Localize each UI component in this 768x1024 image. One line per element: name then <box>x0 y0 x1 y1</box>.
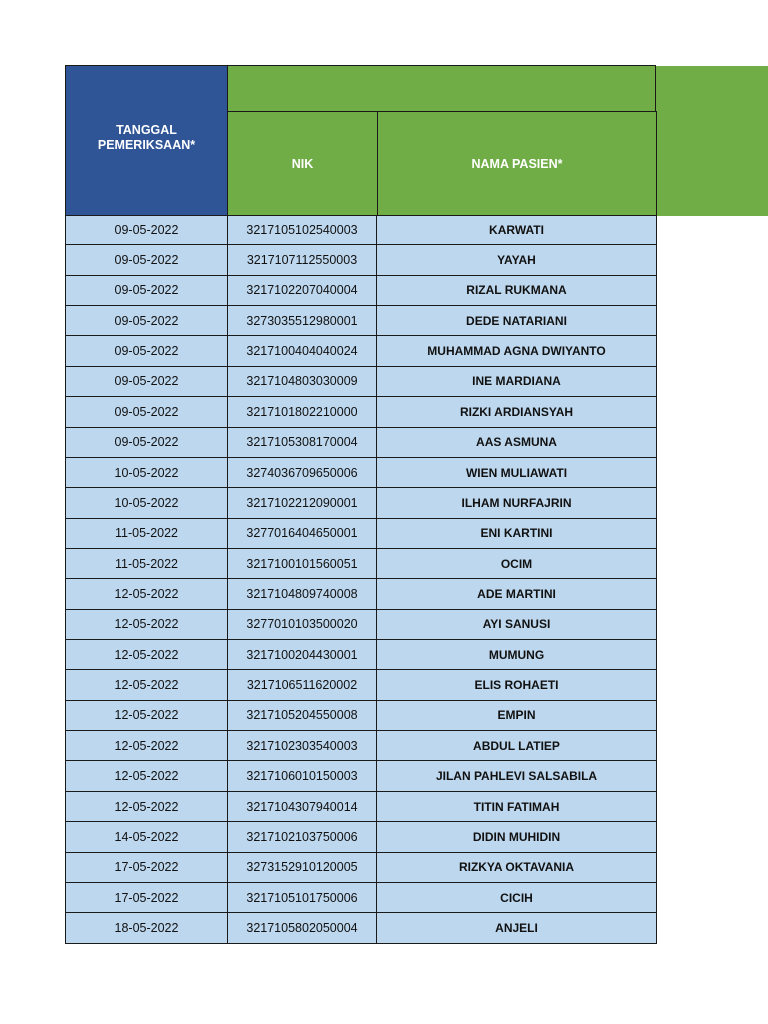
cell-nik[interactable]: 3217104809740008 <box>227 578 377 609</box>
cell-nik[interactable]: 3217102303540003 <box>227 730 377 761</box>
cell-tanggal[interactable]: 12-05-2022 <box>65 669 228 700</box>
cell-tanggal[interactable]: 10-05-2022 <box>65 487 228 518</box>
cell-nama-pasien[interactable]: INE MARDIANA <box>376 366 657 397</box>
cell-tanggal[interactable]: 10-05-2022 <box>65 457 228 488</box>
cell-nik[interactable]: 3217102212090001 <box>227 487 377 518</box>
cell-tanggal[interactable]: 17-05-2022 <box>65 882 228 913</box>
table-row <box>65 458 657 488</box>
header-tanggal-pemeriksaan[interactable] <box>65 65 228 216</box>
table-row <box>65 549 657 579</box>
table-row <box>65 306 657 336</box>
table-row <box>65 610 657 640</box>
cell-nama-pasien[interactable]: AAS ASMUNA <box>376 427 657 458</box>
cell-tanggal[interactable]: 12-05-2022 <box>65 730 228 761</box>
table-row <box>65 822 657 852</box>
table-row <box>65 367 657 397</box>
cell-nama-pasien[interactable]: ENI KARTINI <box>376 518 657 549</box>
table-row <box>65 701 657 731</box>
table-row <box>65 761 657 791</box>
patient-table-body <box>65 215 657 944</box>
cell-nik[interactable]: 3217102103750006 <box>227 821 377 852</box>
cell-tanggal[interactable]: 09-05-2022 <box>65 244 228 275</box>
table-row <box>65 488 657 518</box>
cell-nik[interactable]: 3277016404650001 <box>227 518 377 549</box>
cell-nama-pasien[interactable]: MUMUNG <box>376 639 657 670</box>
table-row <box>65 792 657 822</box>
header-nik-label: NIK <box>291 156 314 171</box>
cell-tanggal[interactable]: 09-05-2022 <box>65 305 228 336</box>
cell-nama-pasien[interactable]: JILAN PAHLEVI SALSABILA <box>376 760 657 791</box>
cell-nik[interactable]: 3217104307940014 <box>227 791 377 822</box>
cell-tanggal[interactable]: 11-05-2022 <box>65 548 228 579</box>
cell-nik[interactable]: 3217106511620002 <box>227 669 377 700</box>
cell-nik[interactable]: 3217105204550008 <box>227 700 377 731</box>
cell-nik[interactable]: 3277010103500020 <box>227 609 377 640</box>
cell-nama-pasien[interactable]: TITIN FATIMAH <box>376 791 657 822</box>
cell-nama-pasien[interactable]: WIEN MULIAWATI <box>376 457 657 488</box>
cell-nik[interactable]: 3217104803030009 <box>227 366 377 397</box>
table-row <box>65 519 657 549</box>
cell-tanggal[interactable]: 12-05-2022 <box>65 609 228 640</box>
cell-tanggal[interactable]: 09-05-2022 <box>65 335 228 366</box>
cell-nik[interactable]: 3217105101750006 <box>227 882 377 913</box>
header-nama-label: NAMA PASIEN* <box>471 156 563 171</box>
cell-nik[interactable]: 3217107112550003 <box>227 244 377 275</box>
cell-nik[interactable]: 3217101802210000 <box>227 396 377 427</box>
cell-nik[interactable]: 3217105102540003 <box>227 215 377 245</box>
table-row <box>65 428 657 458</box>
cell-tanggal[interactable]: 09-05-2022 <box>65 396 228 427</box>
cell-nama-pasien[interactable]: OCIM <box>376 548 657 579</box>
cell-nik[interactable]: 3217100204430001 <box>227 639 377 670</box>
cell-nik[interactable]: 3274036709650006 <box>227 457 377 488</box>
cell-tanggal[interactable]: 12-05-2022 <box>65 639 228 670</box>
cell-nama-pasien[interactable]: KARWATI <box>376 215 657 245</box>
cell-nik[interactable]: 3273035512980001 <box>227 305 377 336</box>
table-row <box>65 731 657 761</box>
table-row <box>65 397 657 427</box>
cell-nama-pasien[interactable]: MUHAMMAD AGNA DWIYANTO <box>376 335 657 366</box>
cell-nik[interactable]: 3217105802050004 <box>227 912 377 943</box>
table-row <box>65 913 657 943</box>
cell-nama-pasien[interactable]: EMPIN <box>376 700 657 731</box>
cell-nama-pasien[interactable]: ILHAM NURFAJRIN <box>376 487 657 518</box>
table-row <box>65 276 657 306</box>
cell-nama-pasien[interactable]: ELIS ROHAETI <box>376 669 657 700</box>
table-row <box>65 853 657 883</box>
table-row <box>65 579 657 609</box>
cell-nik[interactable]: 3217102207040004 <box>227 275 377 306</box>
cell-nama-pasien[interactable]: DEDE NATARIANI <box>376 305 657 336</box>
cell-tanggal[interactable]: 09-05-2022 <box>65 275 228 306</box>
cell-tanggal[interactable]: 09-05-2022 <box>65 427 228 458</box>
header-green-fill <box>656 66 768 216</box>
table-row <box>65 336 657 366</box>
cell-tanggal[interactable]: 12-05-2022 <box>65 760 228 791</box>
table-row <box>65 670 657 700</box>
cell-nama-pasien[interactable]: RIZAL RUKMANA <box>376 275 657 306</box>
header-tanggal-label: TANGGAL PEMERIKSAAN* <box>97 122 196 152</box>
cell-tanggal[interactable]: 14-05-2022 <box>65 821 228 852</box>
cell-nama-pasien[interactable]: ABDUL LATIEP <box>376 730 657 761</box>
cell-nik[interactable]: 3217100404040024 <box>227 335 377 366</box>
cell-tanggal[interactable]: 17-05-2022 <box>65 852 228 883</box>
cell-nama-pasien[interactable]: DIDIN MUHIDIN <box>376 821 657 852</box>
header-merged-green-cell[interactable] <box>228 65 656 112</box>
cell-tanggal[interactable]: 12-05-2022 <box>65 578 228 609</box>
cell-nama-pasien[interactable]: CICIH <box>376 882 657 913</box>
table-row <box>65 883 657 913</box>
cell-nama-pasien[interactable]: AYI SANUSI <box>376 609 657 640</box>
cell-nama-pasien[interactable]: RIZKI ARDIANSYAH <box>376 396 657 427</box>
cell-nik[interactable]: 3273152910120005 <box>227 852 377 883</box>
cell-nik[interactable]: 3217105308170004 <box>227 427 377 458</box>
cell-tanggal[interactable]: 12-05-2022 <box>65 700 228 731</box>
cell-nik[interactable]: 3217106010150003 <box>227 760 377 791</box>
cell-nama-pasien[interactable]: ADE MARTINI <box>376 578 657 609</box>
cell-nik[interactable]: 3217100101560051 <box>227 548 377 579</box>
cell-tanggal[interactable]: 09-05-2022 <box>65 366 228 397</box>
cell-nama-pasien[interactable]: YAYAH <box>376 244 657 275</box>
cell-tanggal[interactable]: 11-05-2022 <box>65 518 228 549</box>
header-nik[interactable] <box>227 111 378 216</box>
cell-tanggal[interactable]: 09-05-2022 <box>65 215 228 245</box>
header-nama-pasien[interactable] <box>377 111 657 216</box>
table-row <box>65 215 657 245</box>
table-row <box>65 245 657 275</box>
cell-tanggal[interactable]: 18-05-2022 <box>65 912 228 943</box>
cell-tanggal[interactable]: 12-05-2022 <box>65 791 228 822</box>
cell-nama-pasien[interactable]: ANJELI <box>376 912 657 943</box>
table-row <box>65 640 657 670</box>
cell-nama-pasien[interactable]: RIZKYA OKTAVANIA <box>376 852 657 883</box>
